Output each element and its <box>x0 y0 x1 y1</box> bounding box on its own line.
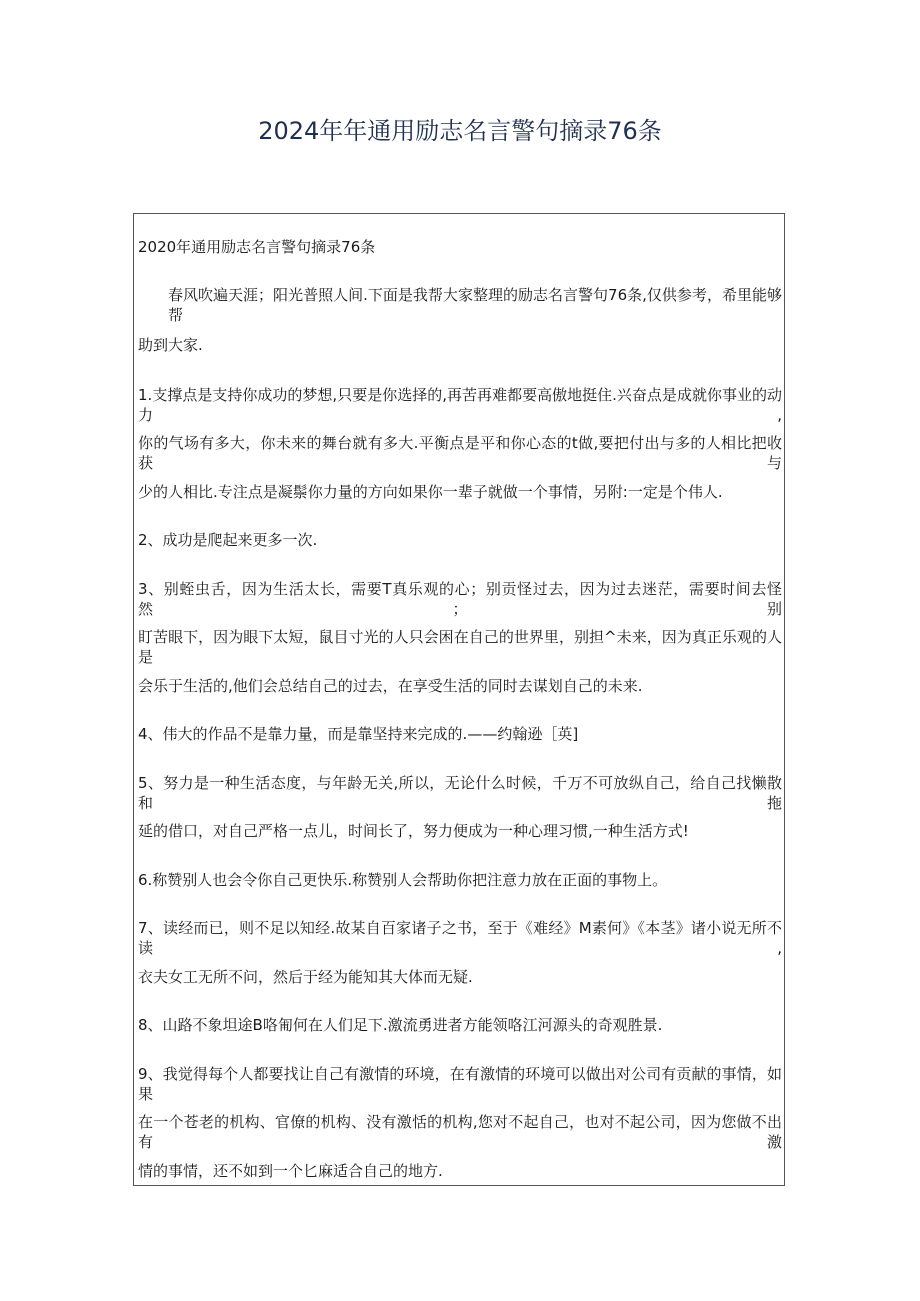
text-line: 助到大家. <box>138 336 203 354</box>
text-line: 情的事情，还不如到一个匕麻适合自己的地方. <box>138 1162 443 1180</box>
text-line: 9、我觉得每个人都要找让自己有激情的环境，在有激情的环境可以做出对公司有贡献的事情，如果 <box>138 1065 782 1103</box>
text-line: 4、伟大的作品不是靠力量，而是靠坚持来完成的.——约翰逊［英] <box>138 725 579 743</box>
text-line: 2、成功是爬起来更多一次. <box>138 531 318 549</box>
document-title: 2024年年通用励志名言警句摘录76条 <box>258 117 662 145</box>
text-line: 延的借口，对自己严格一点儿，时间长了，努力便成为一种心理习惯,一种生活方式! <box>138 822 689 840</box>
text-line: 春风吹遍天涯；阳光普照人间.下面是我帮大家整理的励志名言警句76条,仅供参考，希里能够帮 <box>168 286 782 324</box>
text-line: 1.支撑点是支持你成功的梦想,只要是你选择的,再苦再难都要高傲地挺住.兴奋点是成就你事业的动力, <box>138 386 782 424</box>
text-line: 会乐于生活的,他们会总结自己的过去，在享受生活的同时去谋划自己的未来. <box>138 677 643 695</box>
section-heading: 2020年通用励志名言警句摘录76条 <box>138 238 376 256</box>
text-line: 6.称赞别人也会令你自己更快乐.称赞别人会帮助你把注意力放在正面的事物上。 <box>138 871 668 889</box>
text-line: 衣夫女工无所不问，然后于经为能知其大体而无疑. <box>138 968 473 986</box>
content-frame <box>133 213 785 1186</box>
text-line: 少的人相比.专注点是凝鬃你力量的方向如果你一辈子就做一个事情，另附:一定是个伟人. <box>138 483 723 501</box>
text-line: 盯苦眼下，因为眼下太短，鼠目寸光的人只会困在自己的世界里，别担^未来，因为真正乐观的人是 <box>138 628 782 666</box>
text-line: 7、读经而已，则不足以知经.故某自百家诸子之书，至于《难经》M素何》《本茎》诸小说无所不读, <box>138 919 782 957</box>
text-line: 3、别蛭虫舌，因为生活太长，需要T真乐观的心；别贡怪过去，因为过去迷茫，需要时间去怪然；别 <box>138 580 782 618</box>
text-line: 5、努力是一种生活态度，与年龄无关,所以，无论什么时候，千万不可放纵自己，给自己找懒散和拖 <box>138 774 782 812</box>
text-line: 8、山路不象坦途B咯匍何在人们足下.激流勇进者方能领咯江河源头的奇观胜景. <box>138 1016 663 1034</box>
text-line: 在一个苍老的机构、官僚的机构、没有激恬的机构,您对不起自己，也对不起公司，因为您做不出有激 <box>138 1113 782 1151</box>
text-line: 你的气场有多大，你未来的舞台就有多大.平衡点是平和你心态的t做,要把付出与多的人相比把收获与 <box>138 434 782 472</box>
